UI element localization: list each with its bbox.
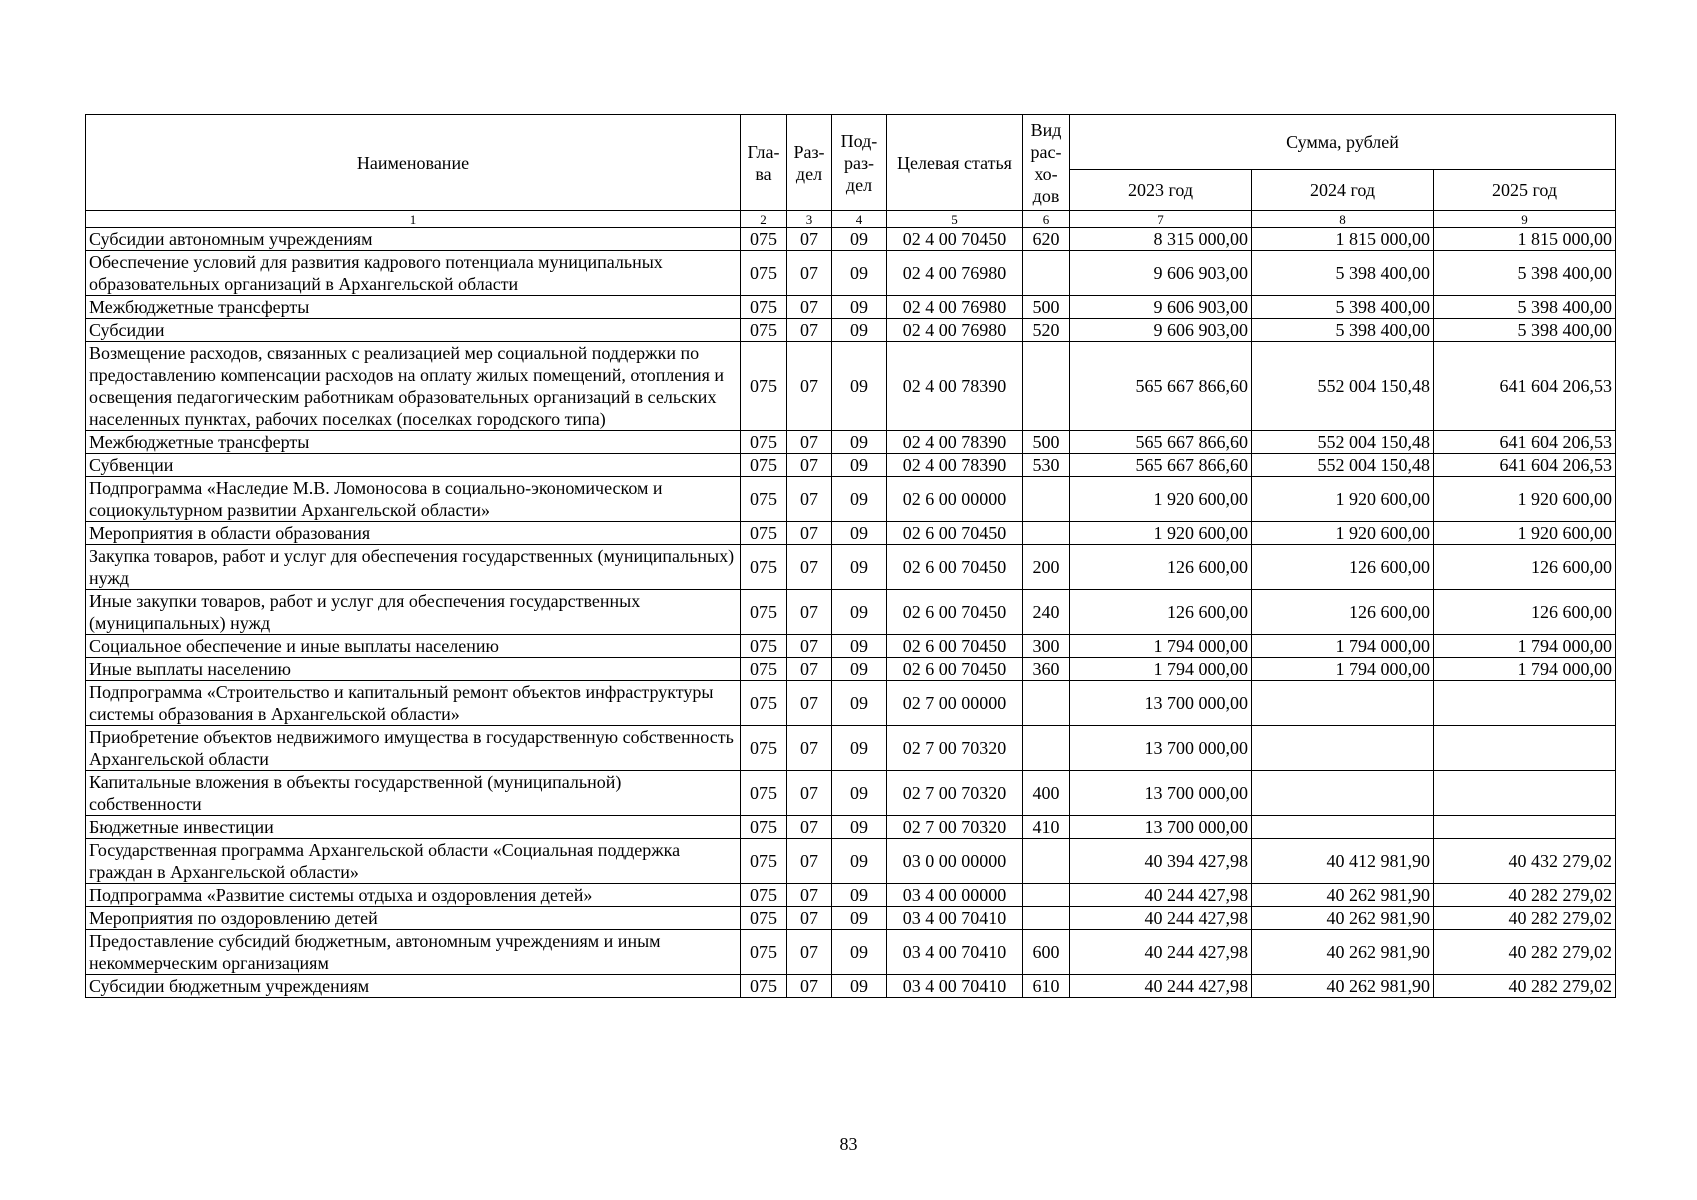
cell-sum-2025: 5 398 400,00: [1434, 251, 1616, 296]
row-name: Иные выплаты населению: [86, 658, 741, 681]
cell-sum-2025: 126 600,00: [1434, 590, 1616, 635]
cell-sum-2024: 1 794 000,00: [1252, 658, 1434, 681]
cell-vid: [1023, 681, 1070, 726]
table-row: [86, 454, 1616, 477]
cell-glava: 075: [741, 431, 787, 454]
row-name: Капитальные вложения в объекты государственной (муниципальной) собственности: [86, 771, 741, 816]
cell-podrazdel: 09: [832, 681, 887, 726]
cell-sum-2023: 40 244 427,98: [1070, 884, 1252, 907]
header-year-2025: 2025 год: [1434, 170, 1616, 211]
cell-vid: [1023, 251, 1070, 296]
row-name: Закупка товаров, работ и услуг для обеспечения государственных (муниципальных) нужд: [86, 545, 741, 590]
cell-sum-2023: 126 600,00: [1070, 590, 1252, 635]
cell-vid: 620: [1023, 228, 1070, 251]
cell-razdel: 07: [787, 342, 832, 431]
cell-statya: 02 4 00 78390: [887, 431, 1023, 454]
cell-statya: 02 7 00 70320: [887, 816, 1023, 839]
row-name: Мероприятия по оздоровлению детей: [86, 907, 741, 930]
table-row: [86, 726, 1616, 771]
row-name: Подпрограмма «Строительство и капитальный ремонт объектов инфраструктуры системы образования в Архангельской области»: [86, 681, 741, 726]
cell-statya: 02 7 00 70320: [887, 726, 1023, 771]
cell-glava: 075: [741, 771, 787, 816]
cell-glava: 075: [741, 816, 787, 839]
cell-statya: 02 7 00 70320: [887, 771, 1023, 816]
cell-sum-2023: 565 667 866,60: [1070, 431, 1252, 454]
column-number: 5: [887, 211, 1023, 228]
cell-sum-2023: 13 700 000,00: [1070, 816, 1252, 839]
cell-sum-2024: 5 398 400,00: [1252, 251, 1434, 296]
cell-podrazdel: 09: [832, 975, 887, 998]
cell-sum-2023: 8 315 000,00: [1070, 228, 1252, 251]
cell-razdel: 07: [787, 658, 832, 681]
cell-sum-2025: 5 398 400,00: [1434, 319, 1616, 342]
cell-glava: 075: [741, 884, 787, 907]
cell-statya: 02 4 00 78390: [887, 342, 1023, 431]
cell-sum-2024: [1252, 771, 1434, 816]
cell-sum-2025: 641 604 206,53: [1434, 454, 1616, 477]
cell-sum-2025: 1 794 000,00: [1434, 635, 1616, 658]
row-name: Предоставление субсидий бюджетным, автономным учреждениям и иным некоммерческим организациям: [86, 930, 741, 975]
cell-statya: 03 4 00 70410: [887, 907, 1023, 930]
cell-razdel: 07: [787, 771, 832, 816]
cell-vid: 500: [1023, 431, 1070, 454]
cell-podrazdel: 09: [832, 771, 887, 816]
table-row: [86, 522, 1616, 545]
header-summa: Сумма, рублей: [1070, 115, 1616, 170]
cell-vid: [1023, 839, 1070, 884]
cell-sum-2024: 40 412 981,90: [1252, 839, 1434, 884]
row-name: Государственная программа Архангельской области «Социальная поддержка граждан в Архангельской области»: [86, 839, 741, 884]
row-name: Иные закупки товаров, работ и услуг для обеспечения государственных (муниципальных) нужд: [86, 590, 741, 635]
cell-glava: 075: [741, 342, 787, 431]
cell-razdel: 07: [787, 635, 832, 658]
cell-glava: 075: [741, 590, 787, 635]
cell-razdel: 07: [787, 839, 832, 884]
table-row: [86, 635, 1616, 658]
cell-sum-2023: 565 667 866,60: [1070, 454, 1252, 477]
cell-sum-2025: 40 282 279,02: [1434, 884, 1616, 907]
cell-glava: 075: [741, 907, 787, 930]
column-number: 4: [832, 211, 887, 228]
cell-razdel: 07: [787, 477, 832, 522]
table-row: [86, 590, 1616, 635]
cell-sum-2024: 552 004 150,48: [1252, 454, 1434, 477]
cell-statya: 03 4 00 70410: [887, 975, 1023, 998]
header-vid: Вид рас-хо-дов: [1023, 115, 1070, 211]
cell-sum-2025: 1 920 600,00: [1434, 477, 1616, 522]
cell-statya: 03 4 00 70410: [887, 930, 1023, 975]
cell-sum-2023: 40 244 427,98: [1070, 975, 1252, 998]
cell-razdel: 07: [787, 522, 832, 545]
cell-sum-2023: 1 794 000,00: [1070, 658, 1252, 681]
cell-sum-2024: [1252, 726, 1434, 771]
row-name: Субвенции: [86, 454, 741, 477]
cell-sum-2024: 5 398 400,00: [1252, 296, 1434, 319]
row-name: Межбюджетные трансферты: [86, 296, 741, 319]
cell-sum-2024: 40 262 981,90: [1252, 884, 1434, 907]
cell-podrazdel: 09: [832, 477, 887, 522]
cell-vid: 240: [1023, 590, 1070, 635]
row-name: Социальное обеспечение и иные выплаты населению: [86, 635, 741, 658]
table-row: [86, 296, 1616, 319]
budget-table: [85, 114, 1616, 998]
cell-sum-2025: 40 282 279,02: [1434, 975, 1616, 998]
cell-sum-2025: [1434, 681, 1616, 726]
table-row: [86, 681, 1616, 726]
cell-statya: 02 7 00 00000: [887, 681, 1023, 726]
table-row: [86, 930, 1616, 975]
cell-vid: 500: [1023, 296, 1070, 319]
cell-podrazdel: 09: [832, 431, 887, 454]
cell-sum-2024: [1252, 816, 1434, 839]
row-name: Субсидии автономным учреждениям: [86, 228, 741, 251]
cell-razdel: 07: [787, 930, 832, 975]
cell-statya: 02 6 00 70450: [887, 658, 1023, 681]
cell-glava: 075: [741, 454, 787, 477]
cell-sum-2025: 1 920 600,00: [1434, 522, 1616, 545]
column-number: 6: [1023, 211, 1070, 228]
cell-vid: 530: [1023, 454, 1070, 477]
header-year-2023: 2023 год: [1070, 170, 1252, 211]
table-row: [86, 477, 1616, 522]
cell-podrazdel: 09: [832, 296, 887, 319]
header-glava: Гла-ва: [741, 115, 787, 211]
cell-sum-2023: 565 667 866,60: [1070, 342, 1252, 431]
table-row: [86, 771, 1616, 816]
cell-razdel: 07: [787, 228, 832, 251]
cell-podrazdel: 09: [832, 816, 887, 839]
cell-statya: 02 6 00 00000: [887, 477, 1023, 522]
cell-razdel: 07: [787, 454, 832, 477]
cell-sum-2023: 40 244 427,98: [1070, 930, 1252, 975]
cell-vid: 410: [1023, 816, 1070, 839]
cell-sum-2024: 1 920 600,00: [1252, 477, 1434, 522]
cell-statya: 03 4 00 00000: [887, 884, 1023, 907]
cell-sum-2023: 9 606 903,00: [1070, 251, 1252, 296]
column-number: 2: [741, 211, 787, 228]
cell-podrazdel: 09: [832, 251, 887, 296]
header-name: Наименование: [86, 115, 741, 211]
table-body: [86, 228, 1616, 998]
cell-podrazdel: 09: [832, 930, 887, 975]
cell-razdel: 07: [787, 251, 832, 296]
cell-vid: [1023, 522, 1070, 545]
cell-sum-2023: 13 700 000,00: [1070, 681, 1252, 726]
cell-sum-2023: 40 394 427,98: [1070, 839, 1252, 884]
row-name: Бюджетные инвестиции: [86, 816, 741, 839]
table-row: [86, 816, 1616, 839]
row-name: Приобретение объектов недвижимого имущества в государственную собственность Архангельской области: [86, 726, 741, 771]
cell-vid: 400: [1023, 771, 1070, 816]
cell-podrazdel: 09: [832, 228, 887, 251]
row-name: Подпрограмма «Развитие системы отдыха и оздоровления детей»: [86, 884, 741, 907]
cell-vid: [1023, 726, 1070, 771]
column-number: 1: [86, 211, 741, 228]
cell-sum-2023: 126 600,00: [1070, 545, 1252, 590]
cell-vid: 300: [1023, 635, 1070, 658]
cell-sum-2024: 126 600,00: [1252, 545, 1434, 590]
table-row: [86, 319, 1616, 342]
cell-razdel: 07: [787, 590, 832, 635]
row-name: Подпрограмма «Наследие М.В. Ломоносова в социально-экономическом и социокультурном развитии Архангельской области»: [86, 477, 741, 522]
cell-sum-2023: 13 700 000,00: [1070, 771, 1252, 816]
cell-statya: 02 6 00 70450: [887, 590, 1023, 635]
cell-glava: 075: [741, 477, 787, 522]
cell-glava: 075: [741, 319, 787, 342]
cell-sum-2023: 40 244 427,98: [1070, 907, 1252, 930]
cell-sum-2025: 1 794 000,00: [1434, 658, 1616, 681]
cell-sum-2024: 126 600,00: [1252, 590, 1434, 635]
table-row: [86, 884, 1616, 907]
cell-razdel: 07: [787, 907, 832, 930]
cell-vid: 520: [1023, 319, 1070, 342]
cell-podrazdel: 09: [832, 590, 887, 635]
cell-razdel: 07: [787, 681, 832, 726]
cell-podrazdel: 09: [832, 522, 887, 545]
cell-sum-2025: [1434, 816, 1616, 839]
cell-sum-2023: 1 920 600,00: [1070, 477, 1252, 522]
header-statya: Целевая статья: [887, 115, 1023, 211]
table-row: [86, 545, 1616, 590]
table-row: [86, 975, 1616, 998]
table-row: [86, 228, 1616, 251]
header-podrazdel: Под-раз-дел: [832, 115, 887, 211]
cell-sum-2024: 1 794 000,00: [1252, 635, 1434, 658]
table-row: [86, 431, 1616, 454]
cell-statya: 02 4 00 70450: [887, 228, 1023, 251]
column-number: 7: [1070, 211, 1252, 228]
cell-glava: 075: [741, 726, 787, 771]
cell-vid: [1023, 907, 1070, 930]
cell-statya: 02 6 00 70450: [887, 635, 1023, 658]
cell-vid: [1023, 342, 1070, 431]
cell-sum-2023: 1 794 000,00: [1070, 635, 1252, 658]
cell-razdel: 07: [787, 975, 832, 998]
cell-sum-2025: 1 815 000,00: [1434, 228, 1616, 251]
cell-sum-2025: 126 600,00: [1434, 545, 1616, 590]
cell-glava: 075: [741, 296, 787, 319]
cell-sum-2024: 552 004 150,48: [1252, 342, 1434, 431]
cell-glava: 075: [741, 975, 787, 998]
cell-sum-2024: 40 262 981,90: [1252, 975, 1434, 998]
cell-glava: 075: [741, 228, 787, 251]
cell-vid: 360: [1023, 658, 1070, 681]
cell-razdel: 07: [787, 816, 832, 839]
cell-razdel: 07: [787, 319, 832, 342]
cell-vid: [1023, 477, 1070, 522]
table-row: [86, 839, 1616, 884]
cell-sum-2024: 40 262 981,90: [1252, 907, 1434, 930]
cell-sum-2024: [1252, 681, 1434, 726]
cell-sum-2023: 9 606 903,00: [1070, 319, 1252, 342]
cell-razdel: 07: [787, 726, 832, 771]
cell-sum-2023: 1 920 600,00: [1070, 522, 1252, 545]
cell-glava: 075: [741, 545, 787, 590]
cell-sum-2024: 552 004 150,48: [1252, 431, 1434, 454]
row-name: Мероприятия в области образования: [86, 522, 741, 545]
column-number: 9: [1434, 211, 1616, 228]
cell-podrazdel: 09: [832, 635, 887, 658]
column-number: 3: [787, 211, 832, 228]
cell-sum-2024: 40 262 981,90: [1252, 930, 1434, 975]
cell-statya: 02 6 00 70450: [887, 522, 1023, 545]
cell-statya: 03 0 00 00000: [887, 839, 1023, 884]
cell-podrazdel: 09: [832, 342, 887, 431]
cell-sum-2025: 5 398 400,00: [1434, 296, 1616, 319]
cell-sum-2023: 13 700 000,00: [1070, 726, 1252, 771]
cell-podrazdel: 09: [832, 319, 887, 342]
cell-sum-2025: 40 282 279,02: [1434, 930, 1616, 975]
cell-vid: 200: [1023, 545, 1070, 590]
cell-sum-2024: 1 815 000,00: [1252, 228, 1434, 251]
table-row: [86, 342, 1616, 431]
cell-statya: 02 6 00 70450: [887, 545, 1023, 590]
cell-podrazdel: 09: [832, 454, 887, 477]
header-razdel: Раз-дел: [787, 115, 832, 211]
cell-vid: [1023, 884, 1070, 907]
cell-sum-2025: [1434, 726, 1616, 771]
cell-podrazdel: 09: [832, 726, 887, 771]
cell-razdel: 07: [787, 884, 832, 907]
cell-razdel: 07: [787, 545, 832, 590]
row-name: Обеспечение условий для развития кадрового потенциала муниципальных образовательных организаций в Архангельской области: [86, 251, 741, 296]
cell-sum-2024: 5 398 400,00: [1252, 319, 1434, 342]
cell-statya: 02 4 00 76980: [887, 296, 1023, 319]
page-number: 83: [839, 1134, 858, 1154]
row-name: Межбюджетные трансферты: [86, 431, 741, 454]
cell-podrazdel: 09: [832, 839, 887, 884]
cell-sum-2025: 641 604 206,53: [1434, 342, 1616, 431]
column-number: 8: [1252, 211, 1434, 228]
table-row: [86, 251, 1616, 296]
cell-glava: 075: [741, 839, 787, 884]
cell-vid: 610: [1023, 975, 1070, 998]
budget-table-sheet: [85, 114, 1615, 998]
row-name: Субсидии бюджетным учреждениям: [86, 975, 741, 998]
cell-glava: 075: [741, 930, 787, 975]
cell-vid: 600: [1023, 930, 1070, 975]
table-row: [86, 658, 1616, 681]
cell-statya: 02 4 00 76980: [887, 319, 1023, 342]
cell-podrazdel: 09: [832, 907, 887, 930]
column-number-row: [86, 211, 1616, 228]
cell-glava: 075: [741, 635, 787, 658]
cell-sum-2023: 9 606 903,00: [1070, 296, 1252, 319]
cell-sum-2025: 40 282 279,02: [1434, 907, 1616, 930]
cell-sum-2025: [1434, 771, 1616, 816]
row-name: Субсидии: [86, 319, 741, 342]
cell-podrazdel: 09: [832, 658, 887, 681]
cell-sum-2024: 1 920 600,00: [1252, 522, 1434, 545]
table-row: [86, 907, 1616, 930]
cell-podrazdel: 09: [832, 884, 887, 907]
cell-glava: 075: [741, 681, 787, 726]
row-name: Возмещение расходов, связанных с реализацией мер социальной поддержки по предоставлению компенсации расходов на оплату жилых помещений, отопления и освещения педагогическим работникам образовательных организаций в сельских населенных пунктах, рабочих поселках (поселках городского типа): [86, 342, 741, 431]
cell-statya: 02 4 00 76980: [887, 251, 1023, 296]
header-year-2024: 2024 год: [1252, 170, 1434, 211]
cell-glava: 075: [741, 251, 787, 296]
cell-sum-2025: 641 604 206,53: [1434, 431, 1616, 454]
cell-razdel: 07: [787, 296, 832, 319]
cell-glava: 075: [741, 522, 787, 545]
cell-podrazdel: 09: [832, 545, 887, 590]
cell-statya: 02 4 00 78390: [887, 454, 1023, 477]
cell-glava: 075: [741, 658, 787, 681]
cell-razdel: 07: [787, 431, 832, 454]
cell-sum-2025: 40 432 279,02: [1434, 839, 1616, 884]
